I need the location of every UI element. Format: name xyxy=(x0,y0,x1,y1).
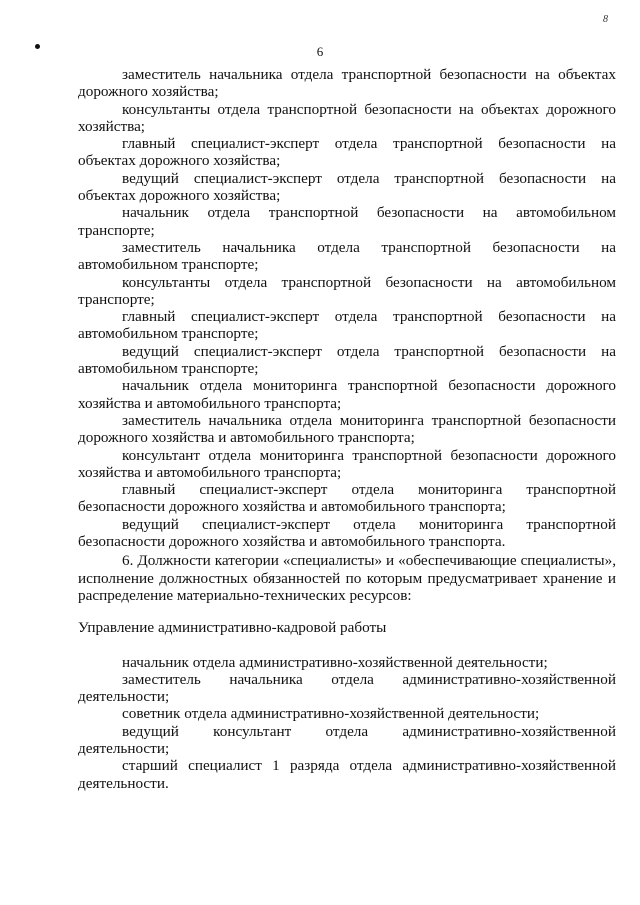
list-item: консультанты отдела транспортной безопасности на объектах дорожного хозяйства; xyxy=(78,100,616,135)
list-item: главный специалист-эксперт отдела транспортной безопасности на автомобильном транспорте; xyxy=(78,308,616,343)
list-item: ведущий специалист-эксперт отдела мониторинга транспортной безопасности дорожного хозяйства и автомобильного транспорта. xyxy=(78,515,616,551)
list-item: заместитель начальника отдела мониторинга транспортной безопасности дорожного хозяйства и автомобильного транспорта; xyxy=(78,411,616,447)
list-item: главный специалист-эксперт отдела транспортной безопасности на объектах дорожного хозяйства; xyxy=(78,135,616,170)
list-item: консультанты отдела транспортной безопасности на автомобильном транспорте; xyxy=(78,273,616,308)
list-item: начальник отдела административно-хозяйственной деятельности; xyxy=(122,653,548,671)
list-item: начальник отдела мониторинга транспортной безопасности дорожного хозяйства и автомобильного транспорта; xyxy=(78,377,616,412)
corner-mark: 8 xyxy=(603,14,608,25)
list-item: заместитель начальника отдела административно-хозяйственной деятельности; xyxy=(78,670,616,706)
list-item: ведущий специалист-эксперт отдела транспортной безопасности на автомобильном транспорте; xyxy=(78,342,616,378)
list-item: советник отдела административно-хозяйственной деятельности; xyxy=(122,705,540,723)
list-item: ведущий специалист-эксперт отдела транспортной безопасности на объектах дорожного хозяйства; xyxy=(78,169,616,205)
section-heading: Управление административно-кадровой работы xyxy=(78,619,387,637)
document-body xyxy=(78,66,616,792)
list-item: главный специалист-эксперт отдела мониторинга транспортной безопасности дорожного хозяйства и автомобильного транспорта; xyxy=(78,481,616,516)
list-item: консультант отдела мониторинга транспортной безопасности дорожного хозяйства и автомобильного транспорта; xyxy=(78,446,616,481)
list-item: старший специалист 1 разряда отдела административно-хозяйственной деятельности. xyxy=(78,757,616,792)
page-number: 6 xyxy=(316,44,324,59)
list-item: ведущий консультант отдела административно-хозяйственной деятельности; xyxy=(78,722,616,757)
list-item: начальник отдела транспортной безопасности на автомобильном транспорте; xyxy=(78,204,616,239)
list-item: заместитель начальника отдела транспортной безопасности на автомобильном транспорте; xyxy=(78,238,616,274)
section-6-paragraph: 6. Должности категории «специалисты» и «обеспечивающие специалисты», исполнение должностных обязанностей по которым предусматривает хранение и распределение материально-технических ресурсов: xyxy=(78,552,616,604)
list-item: заместитель начальника отдела транспортной безопасности на объектах дорожного хозяйства; xyxy=(78,66,616,101)
